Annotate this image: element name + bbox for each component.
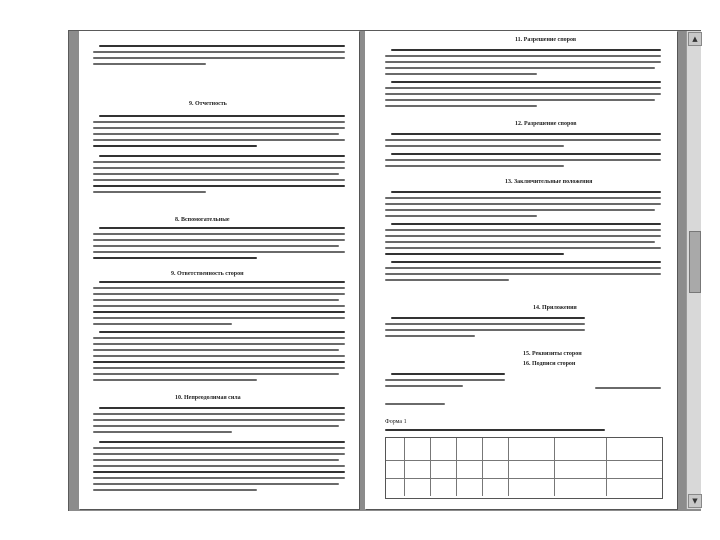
text-line xyxy=(385,105,537,107)
text-line xyxy=(385,203,661,205)
text-line xyxy=(99,407,345,409)
document-page-left xyxy=(79,31,359,509)
text-line xyxy=(93,317,345,319)
text-line xyxy=(391,223,661,225)
text-line xyxy=(99,331,345,333)
text-line xyxy=(93,173,339,175)
text-line xyxy=(93,343,345,345)
text-line xyxy=(93,161,345,163)
scroll-thumb[interactable] xyxy=(689,231,701,293)
text-line xyxy=(385,73,537,75)
vertical-scrollbar[interactable] xyxy=(686,31,701,509)
text-line xyxy=(93,239,345,241)
text-line xyxy=(385,145,564,147)
text-line xyxy=(385,159,661,161)
text-line xyxy=(99,441,345,443)
text-line xyxy=(385,267,661,269)
section-heading: 15. Реквизиты сторон xyxy=(523,351,582,357)
text-line xyxy=(99,45,345,47)
text-line xyxy=(385,279,509,281)
text-line xyxy=(93,57,345,59)
document-page-right xyxy=(365,31,677,509)
text-line xyxy=(385,61,661,63)
scroll-down-icon[interactable]: ▼ xyxy=(688,494,702,508)
text-line xyxy=(93,413,345,415)
text-line xyxy=(385,247,661,249)
text-line xyxy=(391,153,661,155)
text-line xyxy=(385,139,661,141)
text-line xyxy=(93,293,345,295)
text-line xyxy=(99,155,345,157)
text-line xyxy=(93,185,345,187)
text-line xyxy=(93,311,345,313)
text-line xyxy=(93,127,345,129)
text-line xyxy=(385,197,661,199)
text-line xyxy=(93,133,339,135)
section-heading: 9. Ответственность сторон xyxy=(171,271,244,277)
text-line xyxy=(385,273,661,275)
text-line xyxy=(93,431,232,433)
section-heading: 11. Разрешение споров xyxy=(515,37,577,43)
section-heading: 9. Отчетность xyxy=(189,101,227,107)
text-line xyxy=(93,139,345,141)
text-line xyxy=(93,373,339,375)
text-line xyxy=(93,299,339,301)
document-viewer[interactable] xyxy=(68,30,701,511)
text-line xyxy=(93,233,345,235)
text-line xyxy=(391,373,505,375)
text-line xyxy=(391,81,661,83)
text-line xyxy=(93,167,345,169)
text-line xyxy=(385,229,661,231)
text-line xyxy=(385,323,585,325)
section-heading: 13. Заключительные положения xyxy=(505,179,593,185)
section-heading: 10. Непреодолимая сила xyxy=(175,395,241,401)
text-line xyxy=(391,49,661,51)
text-line xyxy=(391,191,661,193)
text-line xyxy=(93,471,345,473)
form-table xyxy=(385,437,663,499)
text-line xyxy=(93,361,345,363)
text-line xyxy=(99,227,345,229)
text-line xyxy=(93,145,257,147)
text-line xyxy=(93,483,339,485)
text-line xyxy=(93,349,339,351)
text-line xyxy=(385,165,564,167)
text-line xyxy=(93,477,345,479)
text-line xyxy=(93,447,345,449)
section-heading: 12. Разрешение споров xyxy=(515,121,577,127)
text-line xyxy=(93,489,257,491)
scroll-up-icon[interactable]: ▲ xyxy=(688,32,702,46)
text-line xyxy=(93,51,345,53)
text-line xyxy=(93,453,345,455)
text-line xyxy=(93,355,345,357)
text-line xyxy=(99,115,345,117)
section-heading: 14. Приложения xyxy=(533,305,577,311)
text-line xyxy=(385,329,585,331)
text-line xyxy=(385,335,475,337)
text-line xyxy=(391,133,661,135)
text-line xyxy=(385,403,445,405)
text-line xyxy=(385,215,537,217)
text-line xyxy=(93,63,206,65)
section-heading: 8. Вспомогательные xyxy=(175,217,230,223)
text-line xyxy=(93,287,345,289)
text-line xyxy=(93,191,206,193)
text-line xyxy=(93,425,339,427)
text-line xyxy=(385,235,661,237)
text-line xyxy=(385,385,463,387)
text-line xyxy=(93,419,345,421)
text-line xyxy=(93,379,257,381)
text-line xyxy=(385,429,605,431)
text-line xyxy=(385,67,655,69)
text-line xyxy=(93,305,345,307)
text-line xyxy=(385,99,655,101)
text-line xyxy=(93,121,345,123)
text-line xyxy=(93,179,345,181)
text-line xyxy=(93,367,345,369)
text-line xyxy=(93,245,339,247)
text-line xyxy=(385,55,661,57)
text-line xyxy=(391,317,585,319)
text-line xyxy=(93,459,339,461)
text-line xyxy=(385,209,655,211)
text-line xyxy=(385,87,661,89)
text-line xyxy=(385,241,655,243)
text-line xyxy=(385,93,661,95)
table-label: Форма 1 xyxy=(385,419,407,425)
text-line xyxy=(93,337,345,339)
text-line xyxy=(595,387,661,389)
text-line xyxy=(385,379,505,381)
text-line xyxy=(93,465,345,467)
section-heading: 16. Подписи сторон xyxy=(523,361,576,367)
text-line xyxy=(99,281,345,283)
text-line xyxy=(385,253,564,255)
text-line xyxy=(391,261,661,263)
text-line xyxy=(93,323,232,325)
left-page-text xyxy=(79,31,359,509)
text-line xyxy=(93,251,345,253)
text-line xyxy=(93,257,257,259)
